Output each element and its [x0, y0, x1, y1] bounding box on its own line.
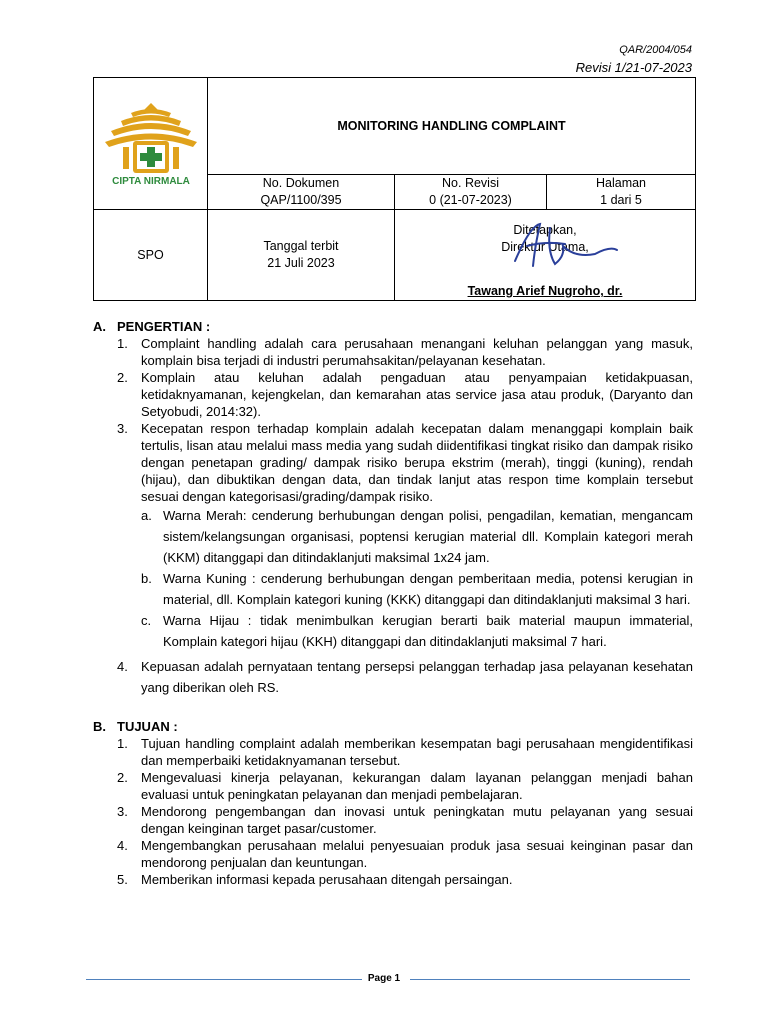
sub-list-item: b. Warna Kuning : cenderung berhubungan dengan pemberitaan media, potensi kerugian in material, dll. Komplain kategori kuning (KKK) ditanggapi dan ditindaklanjuti maksimal 3 hari. [141, 571, 693, 607]
title-cell [208, 78, 696, 175]
section-b-heading [93, 718, 693, 735]
doc-number-cell [208, 175, 395, 210]
issue-date-cell [208, 210, 395, 301]
section-a-heading [93, 318, 693, 335]
cipta-nirmala-logo [101, 97, 201, 187]
section-a-letter: A. [93, 319, 106, 334]
document-header-table [93, 77, 696, 301]
sub-list-item: c. Warna Hijau : tidak menimbulkan kerugian berarti baik material maupun immaterial, Komplain kategori hijau (KKH) ditanggapi dan ditindaklanjuti maksimal 7 hari. [141, 613, 693, 649]
section-b-letter: B. [93, 719, 106, 734]
signature-image [505, 216, 625, 276]
section-a-title: PENGERTIAN : [117, 319, 211, 334]
doc-type-cell [94, 210, 208, 301]
page-count-label: Halaman [595, 176, 647, 190]
list-item: 3. Mendorong pengembangan dan inovasi untuk peningkatan mutu pelayanan yang sesuai dengan keinginan target pasar/customer. [117, 804, 693, 836]
document-title: MONITORING HANDLING COMPLAINT [337, 119, 566, 133]
revision-line: Revisi 1/21-07-2023 [575, 60, 692, 75]
document-body [93, 318, 693, 888]
logo-text: CIPTA NIRMALA [111, 176, 190, 187]
page-count-value: 1 dari 5 [600, 193, 642, 207]
risk-color-list [141, 505, 693, 652]
issue-date-value: 21 Juli 2023 [267, 256, 335, 270]
issue-date-label: Tanggal terbit [263, 239, 339, 253]
list-item: 2. Mengevaluasi kinerja pelayanan, kekurangan dalam layanan pelanggan menjadi bahan evaluasi untuk peningkatan pelayanan dan menjadi pembelajaran. [117, 770, 693, 802]
signer-name: Tawang Arief Nugroho, dr. [467, 284, 623, 298]
list-item: 3. Kecepatan respon terhadap komplain adalah kecepatan dalam menanggapi komplain baik tertulis, lisan atau melalui mass media yang sudah diidentifikasi tingkat risiko dan dampak risiko dengan penetapan grading/ dampak risiko berupa ekstrim (merah), tinggi (kuning), rendah (hijau), dan dibuktikan dengan data, dan tindak lanjut atas respon time komplain tersebut sesuai dengan kategorisasi/grading/dampak risiko. a. Warna Merah: cenderung berhubungan dengan polisi, pengadilan, kematian, mengancam sistem/kelangsungan organisasi, poptensi kerugian material dll. Komplain kategori merah (KKM) ditanggapi dan ditindaklanjuti maksimal 1x24 jam. b. Warna Kuning : cenderung berhubungan dengan pemberitaan media, potensi kerugian in material, dll. Komplain kategori kuning (KKK) ditanggapi dan ditindaklanjuti maksimal 3 hari. c. Warna Hijau : tidak menimbulkan kerugian berarti baik material maupun immaterial, Komplain kategori hijau (KKH) ditanggapi dan ditindaklanjuti maksimal 7 hari. [93, 420, 693, 652]
page-count-cell [547, 175, 696, 210]
list-item: 5. Memberikan informasi kepada perusahaan ditengah persaingan. [117, 872, 513, 887]
objectives-list [93, 735, 693, 888]
list-item: 2. Komplain atau keluhan adalah pengaduan atau penyampaian ketidakpuasan, ketidaknyamanan, kejengkelan, dan kemarahan atas service jasa atau produk, (Daryanto dan Setyobudi, 2014:32). [117, 370, 693, 419]
list-item: 4. Mengembangkan perusahaan melalui penyesuaian produk jasa sesuai keinginan pasar dan mendorong penjualan dan keuntungan. [117, 838, 693, 870]
revision-label: No. Revisi [442, 176, 499, 190]
list-item: 1. Tujuan handling complaint adalah memberikan kesempatan bagi perusahaan mengidentifikasi dan memperbaiki ketidaknyamanan tersebut. [117, 736, 693, 768]
revision-value: 0 (21-07-2023) [429, 193, 512, 207]
document-code: QAR/2004/054 [619, 44, 692, 56]
doc-type: SPO [137, 248, 164, 262]
list-item: 1. Complaint handling adalah cara perusahaan menangani keluhan pelanggan yang masuk, komplain bisa terjadi di industri perumahsakitan/pelayanan kesehatan. [117, 336, 693, 368]
definitions-list [93, 335, 693, 698]
doc-number-value: QAP/1100/395 [260, 193, 342, 207]
approval-cell [395, 210, 696, 301]
sub-list-item: a. Warna Merah: cenderung berhubungan dengan polisi, pengadilan, kematian, mengancam sistem/kelangsungan organisasi, poptensi kerugian material dll. Komplain kategori merah (KKM) ditanggapi dan ditindaklanjuti maksimal 1x24 jam. [141, 508, 693, 565]
list-item: 4. Kepuasan adalah pernyataan tentang persepsi pelanggan terhadap jasa pelayanan kesehatan yang diberikan oleh RS. [117, 659, 693, 695]
revision-cell [395, 175, 547, 210]
page-number: Page 1 [367, 973, 401, 984]
logo-cell [94, 78, 208, 210]
doc-number-label: No. Dokumen [262, 176, 340, 190]
approved-role: Direktur Utama, [501, 240, 589, 254]
approved-label: Ditetapkan, [513, 223, 577, 237]
section-b-title: TUJUAN : [117, 719, 178, 734]
